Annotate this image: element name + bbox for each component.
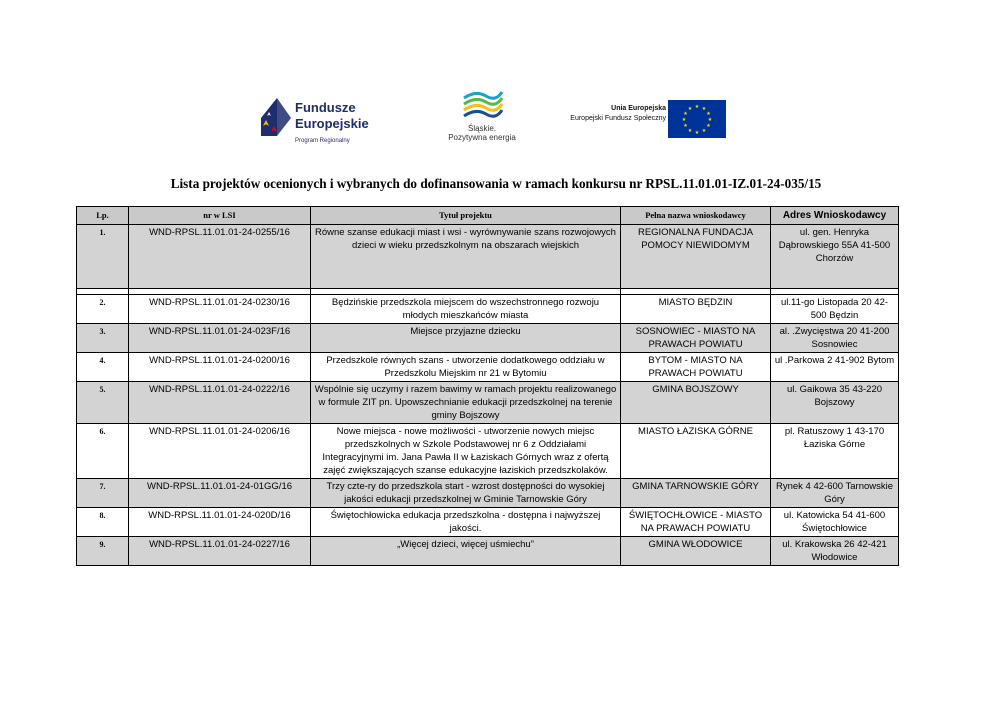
ue-name: Unia Europejska	[611, 105, 666, 112]
eu-flag-icon	[668, 100, 726, 138]
cell-lp: 3.	[77, 324, 129, 353]
cell-title: Będzińskie przedszkola miejscem do wszechstronnego rozwoju młodych mieszkańców miasta	[311, 295, 621, 324]
cell-lsi: WND-RPSL.11.01.01-24-01GG/16	[129, 479, 311, 508]
cell-applicant: REGIONALNA FUNDACJA POMOCY NIEWIDOMYM	[621, 225, 771, 289]
table-row	[77, 382, 899, 424]
svg-text:★: ★	[694, 130, 700, 136]
table-row	[77, 479, 899, 508]
svg-text:★: ★	[683, 123, 688, 129]
table-row	[77, 508, 899, 537]
document-title: Lista projektów ocenionych i wybranych do dofinansowania w ramach konkursu nr RPSL.11.01.01-IZ.01-24-035/15	[170, 176, 822, 191]
cell-title: Miejsce przyjazne dziecku	[311, 324, 621, 353]
cell-lp: 4.	[77, 353, 129, 382]
cell-lsi: WND-RPSL.11.01.01-24-020D/16	[129, 508, 311, 537]
cell-title: Świętochłowicka edukacja przedszkolna - dostępna i najwyższej jakości.	[311, 508, 621, 537]
cell-applicant: BYTOM - MIASTO NA PRAWACH POWIATU	[621, 353, 771, 382]
table-row	[77, 225, 899, 289]
cell-address: al. .Zwycięstwa 20 41-200 Sosnowiec	[771, 324, 899, 353]
svg-text:★: ★	[701, 128, 707, 134]
table-row	[77, 424, 899, 479]
cell-address: ul. gen. Henryka Dąbrowskiego 55A 41-500 Chorzów	[771, 225, 899, 289]
slaskie-logo	[442, 88, 522, 152]
cell-lp: 8.	[77, 508, 129, 537]
table-header-row	[77, 207, 899, 225]
ue-fund: Europejski Fundusz Społeczny	[570, 115, 666, 122]
cell-applicant: MIASTO BĘDZIN	[621, 295, 771, 324]
cell-applicant: GMINA BOJSZOWY	[621, 382, 771, 424]
svg-text:★: ★	[701, 106, 707, 112]
cell-address: ul. Krakowska 26 42-421 Włodowice	[771, 537, 899, 566]
cell-address: ul. Gaikowa 35 43-220 Bojszowy	[771, 382, 899, 424]
cell-lsi: WND-RPSL.11.01.01-24-0206/16	[129, 424, 311, 479]
header-title: Tytuł projektu	[311, 207, 621, 225]
cell-lp: 9.	[77, 537, 129, 566]
cell-lp: 7.	[77, 479, 129, 508]
fundusze-europejskie-logo	[257, 96, 387, 144]
header-applicant: Pełna nazwa wnioskodawcy	[621, 207, 771, 225]
cell-title: Równe szanse edukacji miast i wsi - wyrównywanie szans rozwojowych dzieci w wieku przedszkolnym na obszarach wiejskich	[311, 225, 621, 289]
header-lsi: nr w LSI	[129, 207, 311, 225]
svg-text:★: ★	[694, 104, 700, 110]
svg-text:★: ★	[687, 106, 693, 112]
slaskie-line1: Śląskie.	[467, 124, 496, 133]
svg-text:★: ★	[683, 111, 688, 117]
fe-star-icon	[257, 96, 291, 136]
cell-lsi: WND-RPSL.11.01.01-24-0200/16	[129, 353, 311, 382]
cell-lsi: WND-RPSL.11.01.01-24-0230/16	[129, 295, 311, 324]
cell-title: Trzy czte-ry do przedszkola start - wzrost dostępności do wysokiej jakości edukacji przedszkolnej w Gminie Tarnowskie Góry	[311, 479, 621, 508]
cell-address: ul.11-go Listopada 20 42-500 Będzin	[771, 295, 899, 324]
cell-applicant: ŚWIĘTOCHŁOWICE - MIASTO NA PRAWACH POWIATU	[621, 508, 771, 537]
fe-title-line1: Fundusze	[295, 100, 356, 115]
cell-address: ul .Parkowa 2 41-902 Bytom	[771, 353, 899, 382]
svg-text:★: ★	[681, 117, 687, 123]
table-row	[77, 353, 899, 382]
cell-lsi: WND-RPSL.11.01.01-24-0227/16	[129, 537, 311, 566]
cell-address: pl. Ratuszowy 1 43-170 Łaziska Górne	[771, 424, 899, 479]
cell-applicant: GMINA WŁODOWICE	[621, 537, 771, 566]
cell-lp: 5.	[77, 382, 129, 424]
svg-text:★: ★	[706, 123, 711, 129]
logo-bar	[0, 86, 992, 156]
cell-title: Nowe miejsca - nowe możliwości - utworzenie nowych miejsc przedszkolnych w Szkole Podstawowej nr 6 z Oddziałami Integracyjnymi im. Jana Pawła II w Łaziskach Górnych wraz z ofertą zajęć zwiększających szanse edukacyjne łaziskich przedszkolaków.	[311, 424, 621, 479]
cell-title: Przedszkole równych szans - utworzenie dodatkowego oddziału w Przedszkolu Miejskim nr 21 w Bytomiu	[311, 353, 621, 382]
cell-lsi: WND-RPSL.11.01.01-24-0255/16	[129, 225, 311, 289]
svg-text:★: ★	[706, 111, 711, 117]
cell-lp: 2.	[77, 295, 129, 324]
fe-title-line2: Europejskie	[295, 116, 369, 131]
table-row	[77, 537, 899, 566]
table-row	[77, 295, 899, 324]
cell-lp: 1.	[77, 225, 129, 289]
svg-text:★: ★	[687, 128, 693, 134]
slaskie-line2: Pozytywna energia	[448, 133, 516, 142]
cell-lsi: WND-RPSL.11.01.01-24-0222/16	[129, 382, 311, 424]
cell-lsi: WND-RPSL.11.01.01-24-023F/16	[129, 324, 311, 353]
cell-applicant: SOSNOWIEC - MIASTO NA PRAWACH POWIATU	[621, 324, 771, 353]
unia-europejska-logo	[548, 100, 728, 138]
header-address: Adres Wnioskodawcy	[771, 207, 899, 225]
slaskie-waves-icon	[460, 88, 504, 122]
cell-lp: 6.	[77, 424, 129, 479]
fe-subtitle: Program Regionalny	[295, 138, 350, 144]
cell-applicant: MIASTO ŁAZISKA GÓRNE	[621, 424, 771, 479]
cell-title: Wspólnie się uczymy i razem bawimy w ramach projektu realizowanego w formule ZIT pn. Upowszechnianie edukacji przedszkolnej na terenie gminy Bojszowy	[311, 382, 621, 424]
svg-text:★: ★	[707, 117, 713, 123]
cell-address: Rynek 4 42-600 Tarnowskie Góry	[771, 479, 899, 508]
cell-address: ul. Katowicka 54 41-600 Świętochłowice	[771, 508, 899, 537]
header-lp: Lp.	[77, 207, 129, 225]
cell-applicant: GMINA TARNOWSKIE GÓRY	[621, 479, 771, 508]
projects-table	[76, 206, 899, 566]
cell-title: „Więcej dzieci, więcej uśmiechu”	[311, 537, 621, 566]
table-row	[77, 324, 899, 353]
